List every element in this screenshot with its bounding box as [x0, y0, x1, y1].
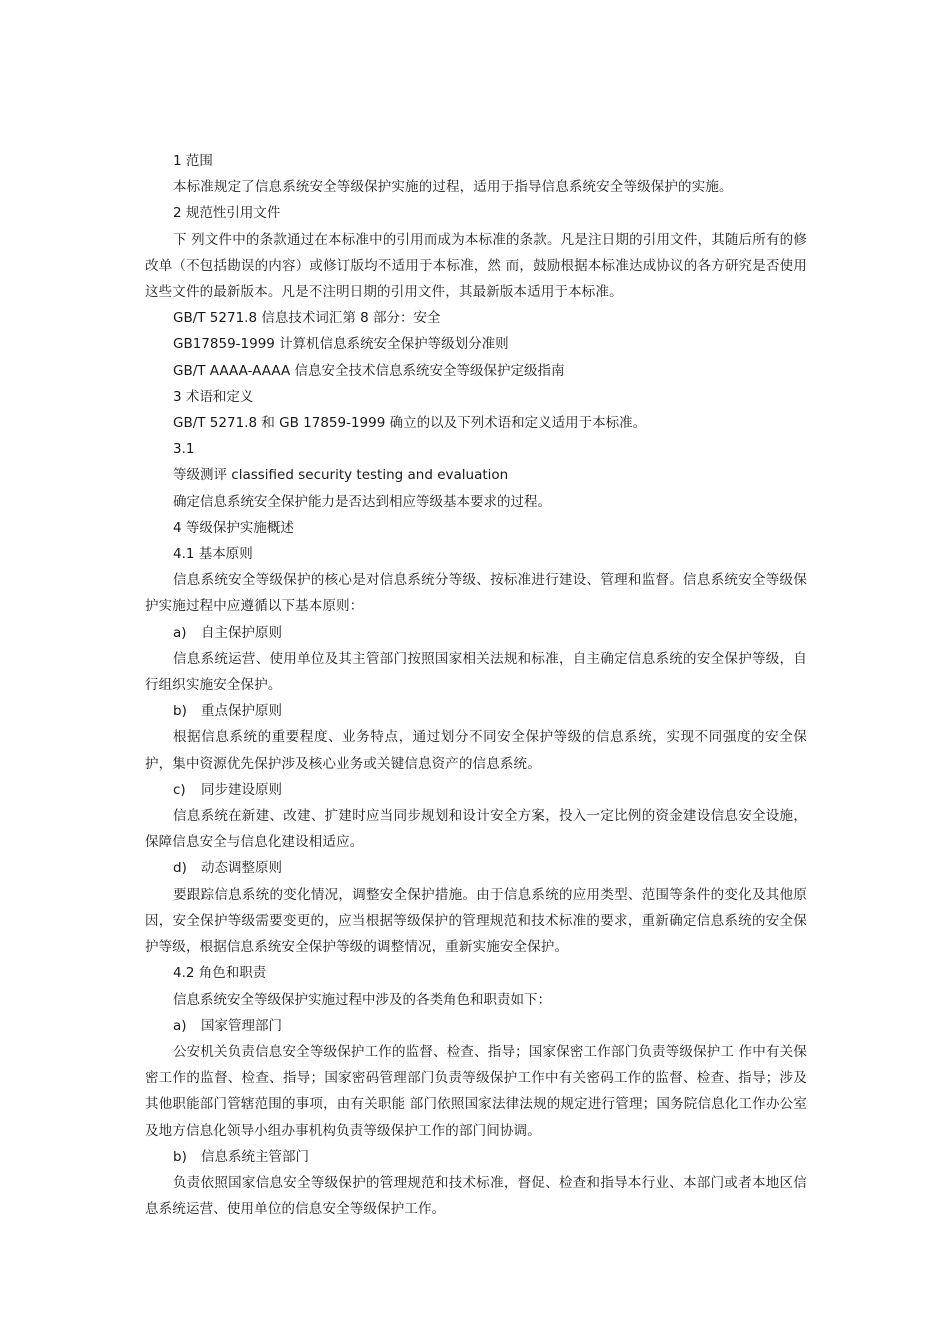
principle-d-text: 要跟踪信息系统的变化情况，调整安全保护措施。由于信息系统的应用类型、范围等条件的变化及其他原因，安全保护等级需要变更的，应当根据等级保护的管理规范和技术标准的要求，重新确定信息系统的安全保护等级，根据信息系统安全保护等级的调整情况，重新实施安全保护。 — [145, 886, 807, 956]
role-b-heading — [145, 1144, 807, 1170]
section-4-1-heading: 4.1 基本原则 — [173, 546, 253, 563]
role-a-title: 国家管理部门 — [201, 1017, 282, 1034]
principle-b-title: 重点保护原则 — [201, 703, 282, 720]
reference-1: GB/T 5271.8 信息技术词汇第 8 部分：安全 — [173, 310, 441, 327]
section-3-heading: 3 术语和定义 — [173, 388, 254, 405]
section-3-1-definition: 确定信息系统安全保护能力是否达到相应等级基本要求的过程。 — [173, 493, 551, 510]
reference-3: GB/T AAAA-AAAA 信息安全技术信息系统安全等级保护定级指南 — [173, 362, 565, 379]
principle-c-mark: c) — [173, 781, 186, 798]
section-1-heading: 1 范围 — [173, 153, 213, 169]
role-a-mark: a) — [173, 1017, 187, 1034]
section-2-heading: 2 规范性引用文件 — [173, 205, 281, 222]
role-b-mark: b) — [173, 1148, 187, 1165]
role-b-text: 负责依照国家信息安全等级保护的管理规范和技术标准，督促、检查和指导本行业、本部门或者本地区信息系统运营、使用单位的信息安全等级保护工作。 — [145, 1174, 807, 1218]
principle-c-text: 信息系统在新建、改建、扩建时应当同步规划和设计安全方案，投入一定比例的资金建设信息安全设施，保障信息安全与信息化建设相适应。 — [145, 808, 807, 851]
role-a-text: 公安机关负责信息安全等级保护工作的监督、检查、指导；国家保密工作部门负责等级保护工 作中有关保密工作的监督、检查、指导；国家密码管理部门负责等级保护工作中有关密码工作的监督、检查、指导；涉及其他职能部门管辖范围的事项，由有关职能 部门依照国家法律法规的规定进行管理；国务院信息化工作办公室及地方信息化领导小组办事机构负责等级保护工作的部门间协调。 — [145, 1043, 807, 1139]
section-3-text: GB/T 5271.8 和 GB 17859-1999 确立的以及下列术语和定义适用于本标准。 — [173, 415, 647, 432]
section-3-1-term: 等级测评 classified security testing and evaluation — [173, 467, 509, 484]
role-b-title: 信息系统主管部门 — [201, 1148, 309, 1165]
section-4-1-text: 信息系统安全等级保护的核心是对信息系统分等级、按标准进行建设、管理和监督。信息系统安全等级保护实施过程中应遵循以下基本原则： — [145, 572, 807, 615]
section-4-2-heading: 4.2 角色和职责 — [173, 965, 267, 982]
principle-d-heading — [145, 855, 807, 881]
principle-a-heading — [145, 620, 807, 646]
principle-d-mark: d) — [173, 860, 187, 877]
principle-a-title: 自主保护原则 — [201, 624, 282, 641]
section-3-1-number: 3.1 — [173, 441, 195, 458]
principle-b-text: 根据信息系统的重要程度、业务特点，通过划分不同安全保护等级的信息系统，实现不同强度的安全保护，集中资源优先保护涉及核心业务或关键信息资产的信息系统。 — [145, 729, 807, 772]
section-1-text: 本标准规定了信息系统安全等级保护实施的过程，适用于指导信息系统安全等级保护的实施。 — [173, 179, 733, 196]
reference-2: GB17859-1999 计算机信息系统安全保护等级划分准则 — [173, 336, 509, 353]
document-page — [145, 148, 807, 1222]
section-2-text: 下 列文件中的条款通过在本标准中的引用而成为本标准的条款。凡是注日期的引用文件，其随后所有的修改单（不包括勘误的内容）或修订版均不适用于本标准，然 而，鼓励根据本标准达成协议的各方研究是否使用这些文件的最新版本。凡是不注明日期的引用文件，其最新版本适用于本标准。 — [145, 231, 807, 301]
section-4-heading: 4 等级保护实施概述 — [173, 519, 294, 536]
principle-b-mark: b) — [173, 703, 187, 720]
section-4-2-text: 信息系统安全等级保护实施过程中涉及的各类角色和职责如下： — [173, 991, 551, 1008]
principle-d-title: 动态调整原则 — [201, 860, 282, 877]
principle-b-heading — [145, 698, 807, 724]
principle-a-text: 信息系统运营、使用单位及其主管部门按照国家相关法规和标准，自主确定信息系统的安全保护等级，自行组织实施安全保护。 — [145, 650, 807, 694]
role-a-heading — [145, 1013, 807, 1039]
principle-c-heading — [145, 777, 807, 803]
principle-c-title: 同步建设原则 — [201, 781, 282, 798]
principle-a-mark: a) — [173, 624, 187, 641]
